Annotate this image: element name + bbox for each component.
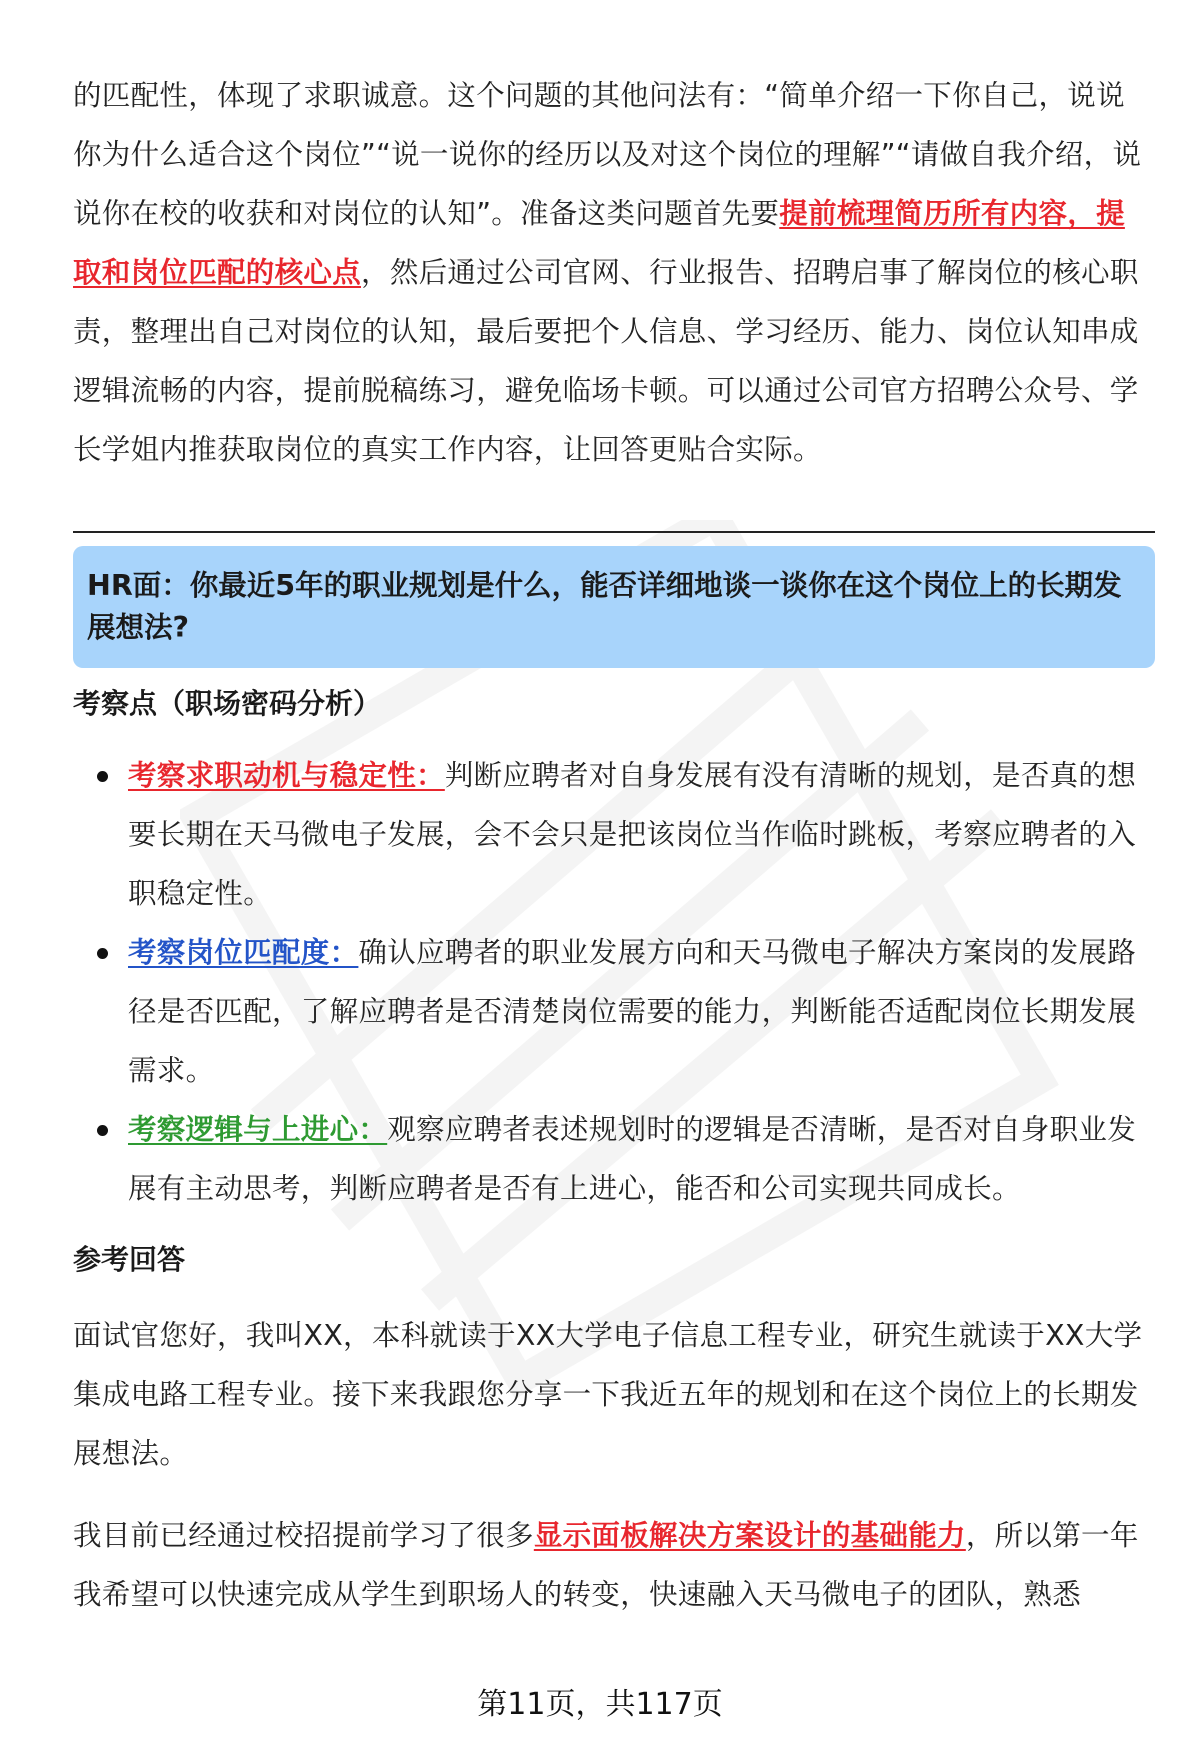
list-item xyxy=(73,1100,1163,1218)
bullet-text: 观察应聘者表述规划时的逻辑是否清晰，是否对自身职业发展有主动思考，判断应聘者是否有上进心，能否和公司实现共同成长。 xyxy=(128,1113,1137,1205)
answer-heading: 参考回答 xyxy=(73,1243,186,1276)
analysis-list xyxy=(73,746,1163,1218)
bullet-dot-icon xyxy=(97,948,108,959)
question-text: HR面：你最近5年的职业规划是什么，能否详细地谈一谈你在这个岗位上的长期发展想法? xyxy=(87,569,1122,644)
analysis-heading: 考察点（职场密码分析） xyxy=(73,687,382,720)
page-number: 第11页，共117页 xyxy=(477,1687,723,1722)
bullet-text: 判断应聘者对自身发展有没有清晰的规划，是否真的想要长期在天马微电子发展，会不会只是把该岗位当作临时跳板，考察应聘者的入职稳定性。 xyxy=(128,759,1137,910)
bullet-dot-icon xyxy=(97,1125,108,1136)
bullet-text: 确认应聘者的职业发展方向和天马微电子解决方案岗的发展路径是否匹配，了解应聘者是否清楚岗位需要的能力，判断能否适配岗位长期发展需求。 xyxy=(128,936,1137,1087)
answer-paragraph-1: 面试官您好，我叫XX，本科就读于XX大学电子信息工程专业，研究生就读于XX大学集成电路工程专业。接下来我跟您分享一下我近五年的规划和在这个岗位上的长期发展想法。 xyxy=(73,1319,1143,1470)
answer-paragraph-2 xyxy=(73,1506,1143,1624)
bullet-label: 考察求职动机与稳定性： xyxy=(128,759,445,792)
answer2-text-2: ，所以第一年我希望可以快速完成从学生到职场人的转变，快速融入天马微电子的团队，熟悉 xyxy=(73,1519,1139,1611)
bullet-dot-icon xyxy=(97,771,108,782)
question-box xyxy=(73,546,1155,668)
intro-highlight: 提前梳理简历所有内容，提取和岗位匹配的核心点 xyxy=(73,197,1125,289)
intro-paragraph xyxy=(73,66,1143,479)
intro-text-1: 的匹配性，体现了求职诚意。这个问题的其他问法有：“简单介绍一下你自己，说说你为什么适合这个岗位”“说一说你的经历以及对这个岗位的理解”“请做自我介绍，说说你在校的收获和对岗位的认知”。准备这类问题首先要 xyxy=(73,79,1142,230)
answer2-highlight: 显示面板解决方案设计的基础能力 xyxy=(533,1519,966,1552)
intro-text-2: ，然后通过公司官网、行业报告、招聘启事了解岗位的核心职责，整理出自己对岗位的认知，最后要把个人信息、学习经历、能力、岗位认知串成逻辑流畅的内容，提前脱稿练习，避免临场卡顿。可以通过公司官方招聘公众号、学长学姐内推获取岗位的真实工作内容，让回答更贴合实际。 xyxy=(73,256,1139,466)
list-item xyxy=(73,746,1163,923)
list-item xyxy=(73,923,1163,1100)
bullet-label: 考察岗位匹配度： xyxy=(128,936,359,969)
answer2-text-1: 我目前已经通过校招提前学习了很多 xyxy=(73,1519,534,1552)
section-divider xyxy=(73,531,1155,533)
bullet-label: 考察逻辑与上进心： xyxy=(128,1113,388,1146)
